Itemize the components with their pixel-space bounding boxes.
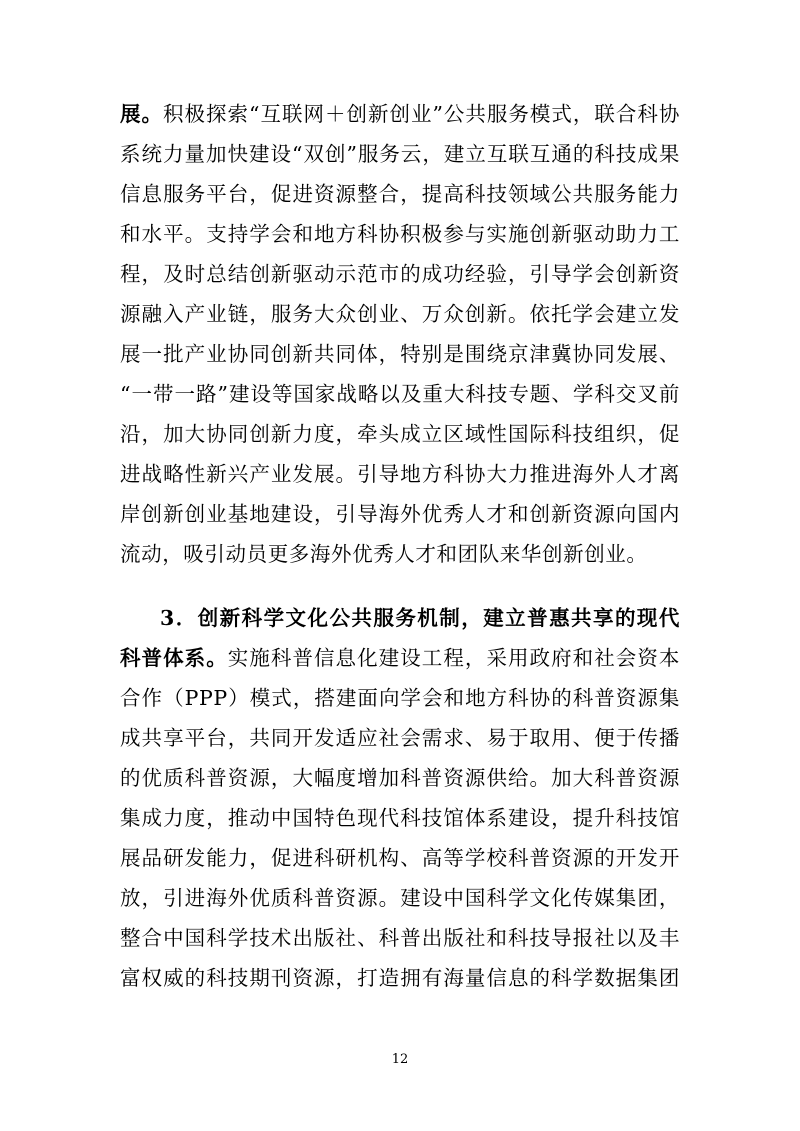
body-line: 系统力量加快建设“双创”服务云，建立互联互通的科技成果 xyxy=(120,142,680,166)
body-line: 集成力度，推动中国特色现代科技馆体系建设，提升科技馆 xyxy=(120,806,680,830)
body-line: 和水平。支持学会和地方科协积极参与实施创新驱动助力工 xyxy=(120,222,680,246)
body-line: 富权威的科技期刊资源，打造拥有海量信息的科学数据集团 xyxy=(120,966,680,990)
section-heading: 3．创新科学文化公共服务机制，建立普惠共享的现代 xyxy=(160,606,680,630)
body-line: 进战略性新兴产业发展。引导地方科协大力推进海外人才离 xyxy=(120,462,680,486)
body-line xyxy=(120,638,680,678)
body-line: 合作（PPP）模式，搭建面向学会和地方科协的科普资源集 xyxy=(120,686,680,710)
body-line: 岸创新创业基地建设，引导海外优秀人才和创新资源向国内 xyxy=(120,502,680,526)
body-line: “一带一路”建设等国家战略以及重大科技专题、学科交叉前 xyxy=(120,382,680,406)
body-line: 展一批产业协同创新共同体，特别是围绕京津冀协同发展、 xyxy=(120,342,680,366)
body-line: 整合中国科学技术出版社、科普出版社和科技导报社以及丰 xyxy=(120,926,680,950)
body-line: 展品研发能力，促进科研机构、高等学校科普资源的开发开 xyxy=(120,846,680,870)
body-line: 信息服务平台，促进资源整合，提高科技领域公共服务能力 xyxy=(120,182,680,206)
bold-lead-text: 展。 xyxy=(120,102,163,126)
body-line: 流动，吸引动员更多海外优秀人才和团队来华创新创业。 xyxy=(120,542,648,566)
section-heading-continued: 科普体系。 xyxy=(120,646,228,670)
body-line: 源融入产业链，服务大众创业、万众创新。依托学会建立发 xyxy=(120,302,680,326)
body-line: 成共享平台，共同开发适应社会需求、易于取用、便于传播 xyxy=(120,726,680,750)
body-line: 程，及时总结创新驱动示范市的成功经验，引导学会创新资 xyxy=(120,262,680,286)
body-line: 放，引进海外优质科普资源。建设中国科学文化传媒集团， xyxy=(120,886,680,910)
body-line xyxy=(120,94,680,134)
body-text: 实施科普信息化建设工程，采用政府和社会资本 xyxy=(227,646,680,670)
body-line: 沿，加大协同创新力度，牵头成立区域性国际科技组织，促 xyxy=(120,422,680,446)
body-text: 积极探索“互联网＋创新创业”公共服务模式，联合科协 xyxy=(163,102,680,126)
body-line: 的优质科普资源，大幅度增加科普资源供给。加大科普资源 xyxy=(120,766,680,790)
page-number: 12 xyxy=(391,1052,409,1067)
